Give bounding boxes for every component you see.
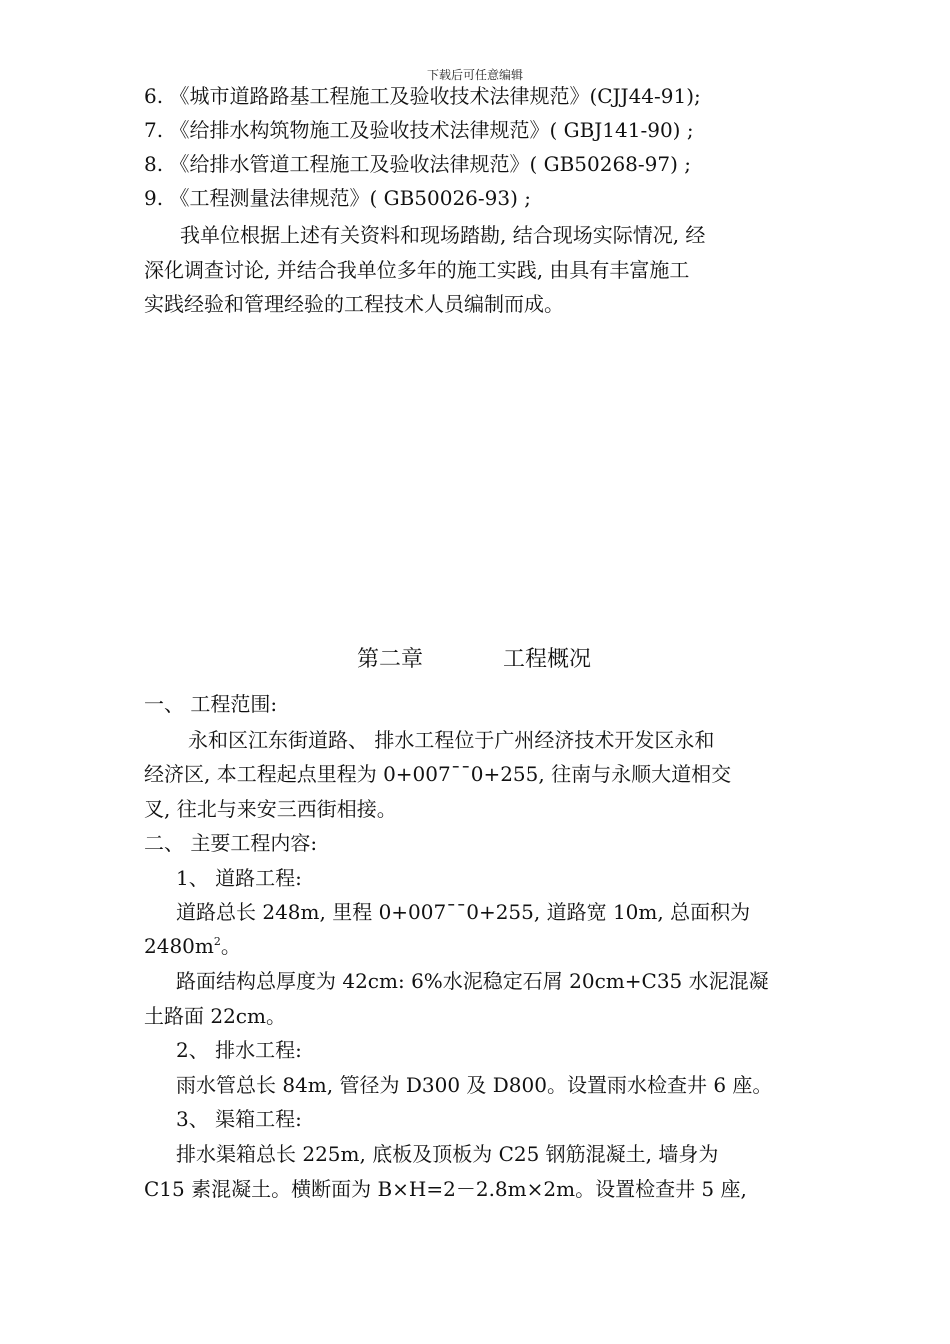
reference-item-7: 7. 《给排水构筑物施工及验收技术法律规范》( GBJ141-90) ; (144, 118, 694, 142)
culvert-line-1: 排水渠箱总长 225m, 底板及顶板为 C25 钢筋混凝土, 墙身为 (176, 1142, 719, 1166)
intro-line-2: 深化调查讨论, 并结合我单位多年的施工实践, 由具有丰富施工 (144, 258, 690, 282)
intro-line-1: 我单位根据上述有关资料和现场踏勘, 结合现场实际情况, 经 (180, 223, 706, 247)
reference-item-6: 6. 《城市道路路基工程施工及验收技术法律规范》(CJJ44-91); (144, 84, 701, 108)
road-line-4: 土路面 22cm。 (144, 1004, 286, 1028)
road-line-1: 道路总长 248m, 里程 0+007¯¯0+255, 道路宽 10m, 总面积为 (176, 900, 751, 924)
culvert-heading: 3、 渠箱工程: (176, 1107, 302, 1131)
drain-heading: 2、 排水工程: (176, 1038, 302, 1062)
section-1-line-1: 永和区江东街道路、 排水工程位于广州经济技术开发区永和 (188, 728, 715, 752)
road-line-2 (144, 932, 241, 960)
header-note: 下载后可任意编辑 (426, 68, 523, 82)
culvert-line-2: C15 素混凝土。横断面为 B×H=2－2.8m×2m。设置检查井 5 座, (144, 1177, 747, 1201)
intro-line-3: 实践经验和管理经验的工程技术人员编制而成。 (144, 292, 564, 316)
section-1-line-3: 叉, 往北与来安三西街相接。 (144, 797, 397, 821)
road-line-2-end: 。 (220, 934, 241, 958)
chapter-number: 第二章 (357, 647, 424, 672)
chapter-name: 工程概况 (503, 647, 592, 672)
road-heading: 1、 道路工程: (176, 866, 302, 890)
drain-line-1: 雨水管总长 84m, 管径为 D300 及 D800。设置雨水检查井 6 座。 (176, 1073, 773, 1097)
section-1-heading: 一、 工程范围: (144, 692, 278, 716)
reference-item-9: 9. 《工程测量法律规范》( GB50026-93) ; (144, 186, 532, 210)
section-1-line-2: 经济区, 本工程起点里程为 0+007¯¯0+255, 往南与永顺大道相交 (144, 762, 732, 786)
road-area-unit-exponent: 2 (213, 935, 221, 948)
reference-item-8: 8. 《给排水管道工程施工及验收法律规范》( GB50268-97) ; (144, 152, 692, 176)
road-line-3: 路面结构总厚度为 42cm: 6%水泥稳定石屑 20cm+C35 水泥混凝 (176, 969, 769, 993)
road-area-value: 2480m (144, 934, 214, 958)
section-2-heading: 二、 主要工程内容: (144, 831, 318, 855)
